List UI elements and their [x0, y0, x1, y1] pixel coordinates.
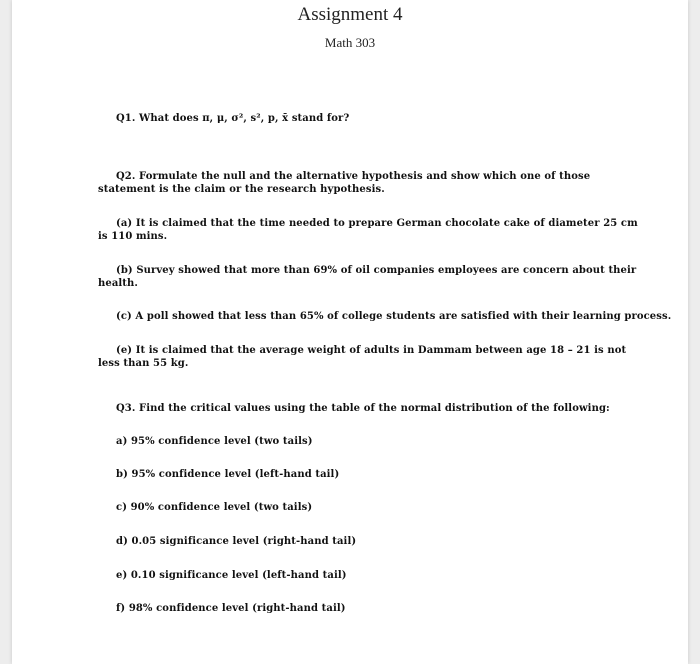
question-3-item-e: e) 0.10 significance level (left-hand tail) — [116, 570, 347, 581]
question-1 — [116, 112, 676, 125]
question-2-label: Q2. — [116, 171, 136, 182]
question-3-item-b: b) 95% confidence level (left-hand tail) — [116, 469, 340, 480]
question-2-part-a: (a) It is claimed that the time needed to prepare German chocolate cake of diameter 25 cm is 110 mins. — [98, 218, 638, 242]
document-page — [12, 0, 688, 664]
question-3-item-f: f) 98% confidence level (right-hand tail) — [116, 603, 346, 614]
question-3-text: Find the critical values using the table of the normal distribution of the following: — [139, 403, 610, 414]
question-2 — [98, 170, 648, 196]
question-1-text: What does π, μ, σ², s², p, x̄ stand for? — [139, 113, 350, 124]
question-3 — [116, 402, 676, 415]
question-2-part-b: (b) Survey showed that more than 69% of oil companies employees are concern about their health. — [98, 265, 637, 289]
question-2-text: Formulate the null and the alternative hypothesis and show which one of those statement is the claim or the research hypothesis. — [98, 171, 591, 195]
question-2-part-e: (e) It is claimed that the average weight of adults in Dammam between age 18 – 21 is not less than 55 kg. — [98, 345, 627, 369]
question-2-part-c: (c) A poll showed that less than 65% of college students are satisfied with their learning process. — [116, 311, 672, 322]
question-3-item-d: d) 0.05 significance level (right-hand tail) — [116, 536, 357, 547]
question-3-item-c: c) 90% confidence level (two tails) — [116, 502, 313, 513]
question-3-item-a: a) 95% confidence level (two tails) — [116, 436, 313, 447]
question-3-label: Q3. — [116, 403, 136, 414]
question-1-label: Q1. — [116, 113, 136, 124]
course-name: Math 303 — [324, 35, 376, 50]
page-title: Assignment 4 — [297, 4, 403, 25]
